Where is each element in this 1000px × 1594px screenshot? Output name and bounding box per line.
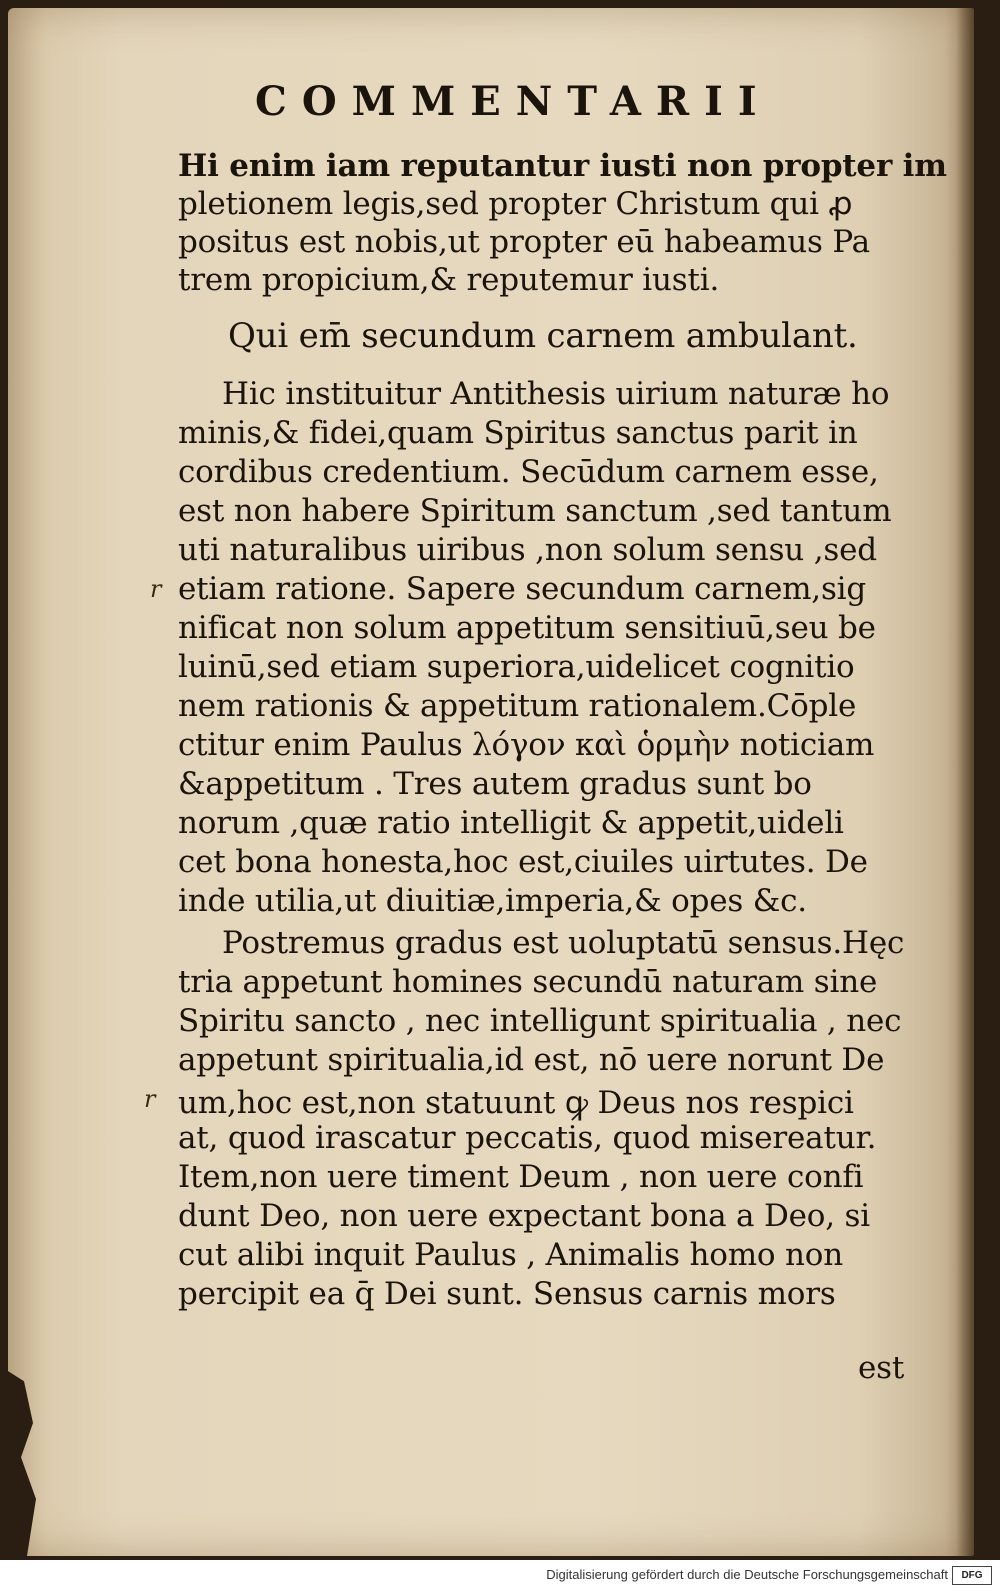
text-line: &appetitum . Tres autem gradus sunt bo xyxy=(178,766,812,802)
text-line: cet bona honesta,hoc est,ciuiles uirtutes. De xyxy=(178,844,868,880)
footer-bar xyxy=(0,1562,1000,1594)
text-line: pletionem legis,sed propter Christum qui ꝓ xyxy=(178,186,853,222)
text-line: norum ,quæ ratio intelligit & appetit,uideli xyxy=(178,805,844,841)
text-line: tria appetunt homines secundū naturam sine xyxy=(178,964,878,1000)
text-line: cut alibi inquit Paulus , Animalis homo non xyxy=(178,1237,844,1273)
section-heading: Qui em̄ secundum carnem ambulant. xyxy=(228,316,858,356)
torn-page-corner xyxy=(0,1366,60,1556)
text-line: nificat non solum appetitum sensitiuū,seu be xyxy=(178,610,876,646)
text-line: ctitur enim Paulus λόγον καὶ ὁρμὴν noticiam xyxy=(178,727,875,763)
dfg-logo: DFG xyxy=(952,1566,992,1585)
margin-mark: r xyxy=(150,575,162,603)
text-line: dunt Deo, non uere expectant bona a Deo, si xyxy=(178,1198,870,1234)
text-line: uti naturalibus uiribus ,non solum sensu ,sed xyxy=(178,532,877,568)
text-line: est non habere Spiritum sanctum ,sed tantum xyxy=(178,493,892,529)
text-line: positus est nobis,ut propter eū habeamus Pa xyxy=(178,224,870,260)
text-line: minis,& fidei,quam Spiritus sanctus parit in xyxy=(178,415,858,451)
running-head: COMMENTARII xyxy=(255,78,772,125)
text-line: um,hoc est,non statuunt ꝙ Deus nos respici xyxy=(178,1085,854,1121)
margin-mark: r xyxy=(144,1085,156,1113)
text-line: percipit ea q̄ Dei sunt. Sensus carnis mors xyxy=(178,1276,836,1312)
footer-credit: Digitalisierung gefördert durch die Deutsche Forschungsgemeinschaft xyxy=(546,1567,948,1582)
text-line: at, quod irascatur peccatis, quod misereatur. xyxy=(178,1120,877,1156)
text-line: luinū,sed etiam superiora,uidelicet cognitio xyxy=(178,649,855,685)
text-line: trem propicium,& reputemur iusti. xyxy=(178,262,720,298)
text-line: Hi enim iam reputantur iusti non propter im xyxy=(178,148,947,184)
page-gutter-shadow xyxy=(956,8,974,1556)
catchword: est xyxy=(858,1350,905,1386)
text-line: etiam ratione. Sapere secundum carnem,sig xyxy=(178,571,867,607)
text-line: nem rationis & appetitum rationalem.Cōple xyxy=(178,688,857,724)
text-line: appetunt spiritualia,id est, nō uere norunt De xyxy=(178,1042,885,1078)
text-line: Hic instituitur Antithesis uirium naturæ ho xyxy=(222,376,890,412)
text-line: inde utilia,ut diuitiæ,imperia,& opes &c. xyxy=(178,883,807,919)
text-line: Spiritu sancto , nec intelligunt spiritualia , nec xyxy=(178,1003,902,1039)
text-line: Postremus gradus est uoluptatū sensus.Hęc xyxy=(222,925,905,961)
text-line: Item,non uere timent Deum , non uere confi xyxy=(178,1159,864,1195)
text-line: cordibus credentium. Secūdum carnem esse, xyxy=(178,454,879,490)
